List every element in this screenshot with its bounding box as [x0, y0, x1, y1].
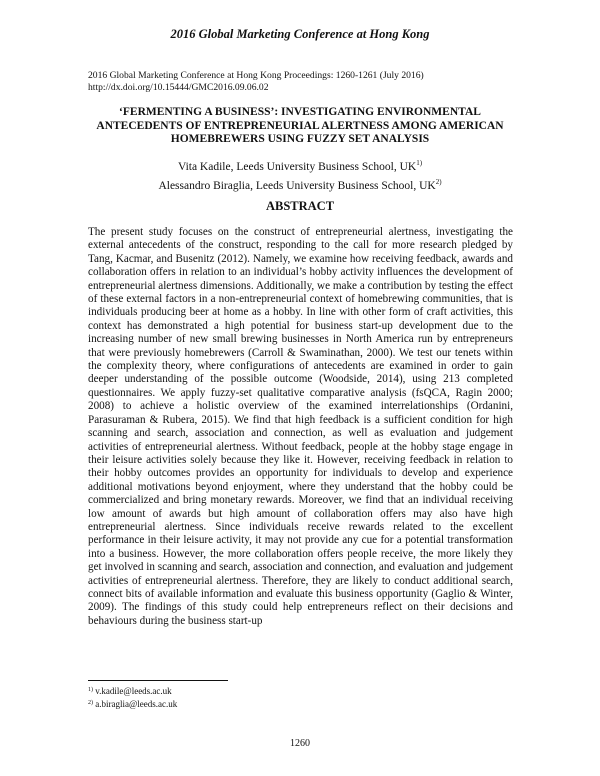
author-line [80, 156, 520, 175]
footnote-email: a.biraglia@leeds.ac.uk [95, 699, 178, 709]
page-number: 1260 [290, 738, 310, 749]
abstract-heading: ABSTRACT [265, 199, 335, 213]
author-line [80, 175, 520, 194]
author-list [80, 156, 520, 194]
footnote-email: v.kadile@leeds.ac.uk [95, 686, 172, 696]
abstract-body: The present study focuses on the construct of entrepreneurial alertness, investigating the external antecedents of the construct, responding to the call for more research pledged by Tang, Kacmar, and Busenitz (2012). Namely, we examine how receiving feedback, awards and collaboration offers in relation to an individual’s hobby activity influences the development of entrepreneurial alertness dimensions. Additionally, we make a contribution by testing the effect of these external factors in a non-entrepreneurial context of homebrewing communities, that is individuals producing beer at home as a hobby. In line with other form of craft activities, this context has demonstrated a high potential for business start-up development due to the increasing number of new small brewing businesses in North America run by entrepreneurs that were previously homebrewers (Carroll & Swaminathan, 2000). We test our tenets within the complexity theory, where configurations of antecedents are examined in order to gain deeper understanding of the possible outcome (Woodside, 2014), using 213 completed questionnaires. We apply fuzzy-set qualitative comparative analysis (fsQCA, Ragin 2000; 2008) to achieve a holistic overview of the examined interrelationships (Ordanini, Parasuraman & Rubera, 2015). We find that high feedback is a sufficient condition for high scanning and search, association and connection, as well as evaluation and judgement activities of entrepreneurial alertness. Without feedback, people at the hobby stage engage in their leisure activities solely because they like it. However, receiving feedback in relation to their hobby outcomes provides an opportunity for individuals to develop and experience additional motivations beyond enjoyment, where they understand that the hobby could be commercialized and bring monetary rewards. Moreover, we find that an individual receiving low amount of awards but high amount of collaboration offers may also have high entrepreneurial alertness. Since individuals receive rewards related to the excellent performance in their leisure activity, it may not provide any cue for a potential transformation into a business. However, the more collaboration offers people receive, the more likely they get involved in scanning and search, association and connection, and evaluation and judgement activities of entrepreneurial alertness. Therefore, they are likely to conduct additional search, connect bits of available information and evaluate this business opportunity (Gaglio & Winter, 2009). The findings of this study could help entrepreneurs reflect on their decisions and behaviours during the business start-up [88, 226, 513, 627]
paper-title: ‘FERMENTING A BUSINESS’: INVESTIGATING ENVIRONMENTAL ANTECEDENTS OF ENTREPRENEURIAL ALERTNESS AMONG AMERICAN HOMEBREWERS USING FUZZY SET ANALYSIS [96, 106, 504, 145]
author-name: Vita Kadile, Leeds University Business School, UK [177, 161, 417, 173]
proceedings-line: 2016 Global Marketing Conference at Hong Kong Proceedings: 1260-1261 (July 2016) [88, 70, 424, 81]
author-footnote-mark: 1) [416, 159, 423, 167]
footnote [88, 684, 177, 697]
conference-header: 2016 Global Marketing Conference at Hong Kong [170, 27, 430, 41]
author-footnote-mark: 2) [435, 178, 442, 186]
footnote [88, 697, 177, 710]
footnote-divider [88, 680, 228, 681]
footnotes [88, 684, 177, 710]
footnote-mark: 1) [88, 687, 93, 693]
publication-meta [88, 70, 424, 94]
footnote-mark: 2) [88, 700, 93, 706]
doi-line: http://dx.doi.org/10.15444/GMC2016.09.06.02 [88, 82, 269, 93]
author-name: Alessandro Biraglia, Leeds University Business School, UK [158, 180, 436, 192]
